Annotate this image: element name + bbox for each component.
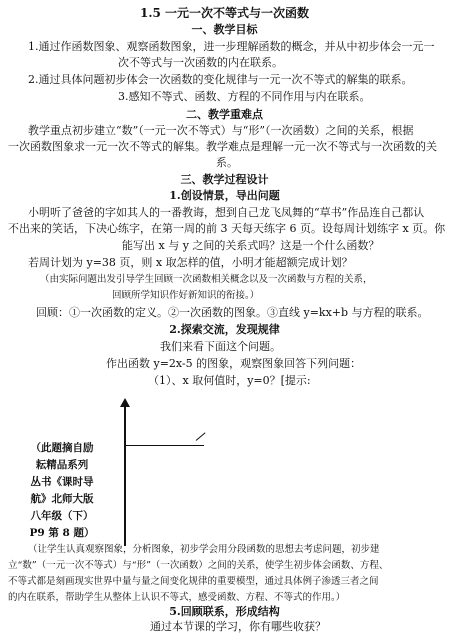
keypoint-line-2: 一次函数图象求一元一次不等式的解集。教学难点是理解一元一次不等式与一次函数的关: [8, 140, 437, 153]
keypoint-line-3: 系。: [216, 156, 238, 169]
x-axis: [124, 445, 204, 446]
source-note-line-3: 丛书《课时导: [30, 476, 94, 488]
step-5-heading: 5.回顾联系，形成结构: [169, 605, 280, 618]
plot-instruction: 作出函数 y=2x-5 的图象，观察图象回答下列问题：: [106, 357, 362, 370]
source-note-line-1: （此题摘自励: [30, 442, 94, 454]
observation-line-3: 不等式都是刻画现实世界中量与量之间变化规律的重要模型，通过具体例子渗透三者之间: [8, 576, 379, 587]
gain-question: 通过本节课的学习，你有哪些收获？: [150, 620, 326, 633]
observation-line-1: （让学生认真观察图象，分析图象，初步学会用分段函数的思想去考虑问题，初步建: [28, 544, 380, 555]
story-line-4: 若周计划为 y=38 页，则 x 取怎样的值，小明才能超额完成计划？: [28, 256, 353, 269]
look-line: 我们来看下面这个问题。: [160, 340, 281, 353]
arrow-up-icon: [120, 398, 130, 407]
section-heading-goals: 一、教学目标: [191, 23, 258, 36]
story-line-1: 小明听了爸爸的字如其人的一番教诲，想到自己龙飞凤舞的“草书”作品连自己都认: [28, 206, 425, 219]
page-title: 1.5 一元一次不等式与一次函数: [139, 6, 310, 20]
goal-3: 3.感知不等式、函数、方程的不同作用与内在联系。: [118, 90, 371, 103]
observation-line-2: 立“数”（一元一次不等式）与“形”（一次函数）之间的关系，使学生初步体会函数、方程、: [8, 560, 389, 571]
question-1: （1）、x 取何值时，y=0？[提示:: [148, 374, 311, 387]
review-line: 回顾：①一次函数的定义。②一次函数的图象。③直线 y=kx+b 与方程的联系。: [36, 306, 429, 319]
source-note-line-5: 八年级（下）: [30, 510, 94, 522]
source-note-line-6: P9 第 8 题）: [29, 527, 95, 539]
source-note-line-2: 耘精品系列: [35, 459, 89, 471]
story-line-2: 不出来的笑话，下决心练字，在第一周的前 3 天每天练字 6 页。设每周计划练字 x 页。你: [8, 222, 446, 235]
graph-line: [196, 432, 206, 440]
keypoint-line-1: 教学重点初步建立“数”（一元一次不等式）与“形”（一次函数）之间的关系，根据: [28, 124, 414, 137]
note-line-2: 回顾所学知识作好新知识的衔接。）: [112, 290, 260, 301]
source-note-line-4: 航》北师大版: [30, 493, 94, 505]
step-2-heading: 2.探索交流，发现规律: [169, 323, 280, 336]
goal-1-line-2: 次不等式与一次函数的内在联系。: [118, 56, 283, 69]
y-axis: [124, 404, 126, 546]
note-line-1: （由实际问题出发引导学生回顾一次函数相关概念以及一次函数与方程的关系，: [40, 274, 373, 285]
section-heading-keypoints: 二、教学重难点: [186, 108, 263, 121]
goal-2: 2.通过具体问题初步体会一次函数的变化规律与一元一次不等式的解集的联系。: [28, 73, 413, 86]
goal-1-line-1: 1.通过作函数图象、观察函数图象，进一步理解函数的概念，并从中初步体会一元一: [28, 40, 435, 53]
story-line-3: 能写出 x 与 y 之间的关系式吗？这是一个什么函数？: [122, 239, 380, 252]
section-heading-process: 三、教学过程设计: [180, 173, 269, 186]
observation-line-4: 的内在联系，帮助学生从整体上认识不等式，感受函数、方程、不等式的作用。）: [8, 592, 346, 603]
step-1-heading: 1.创设情景，导出问题: [169, 189, 280, 202]
